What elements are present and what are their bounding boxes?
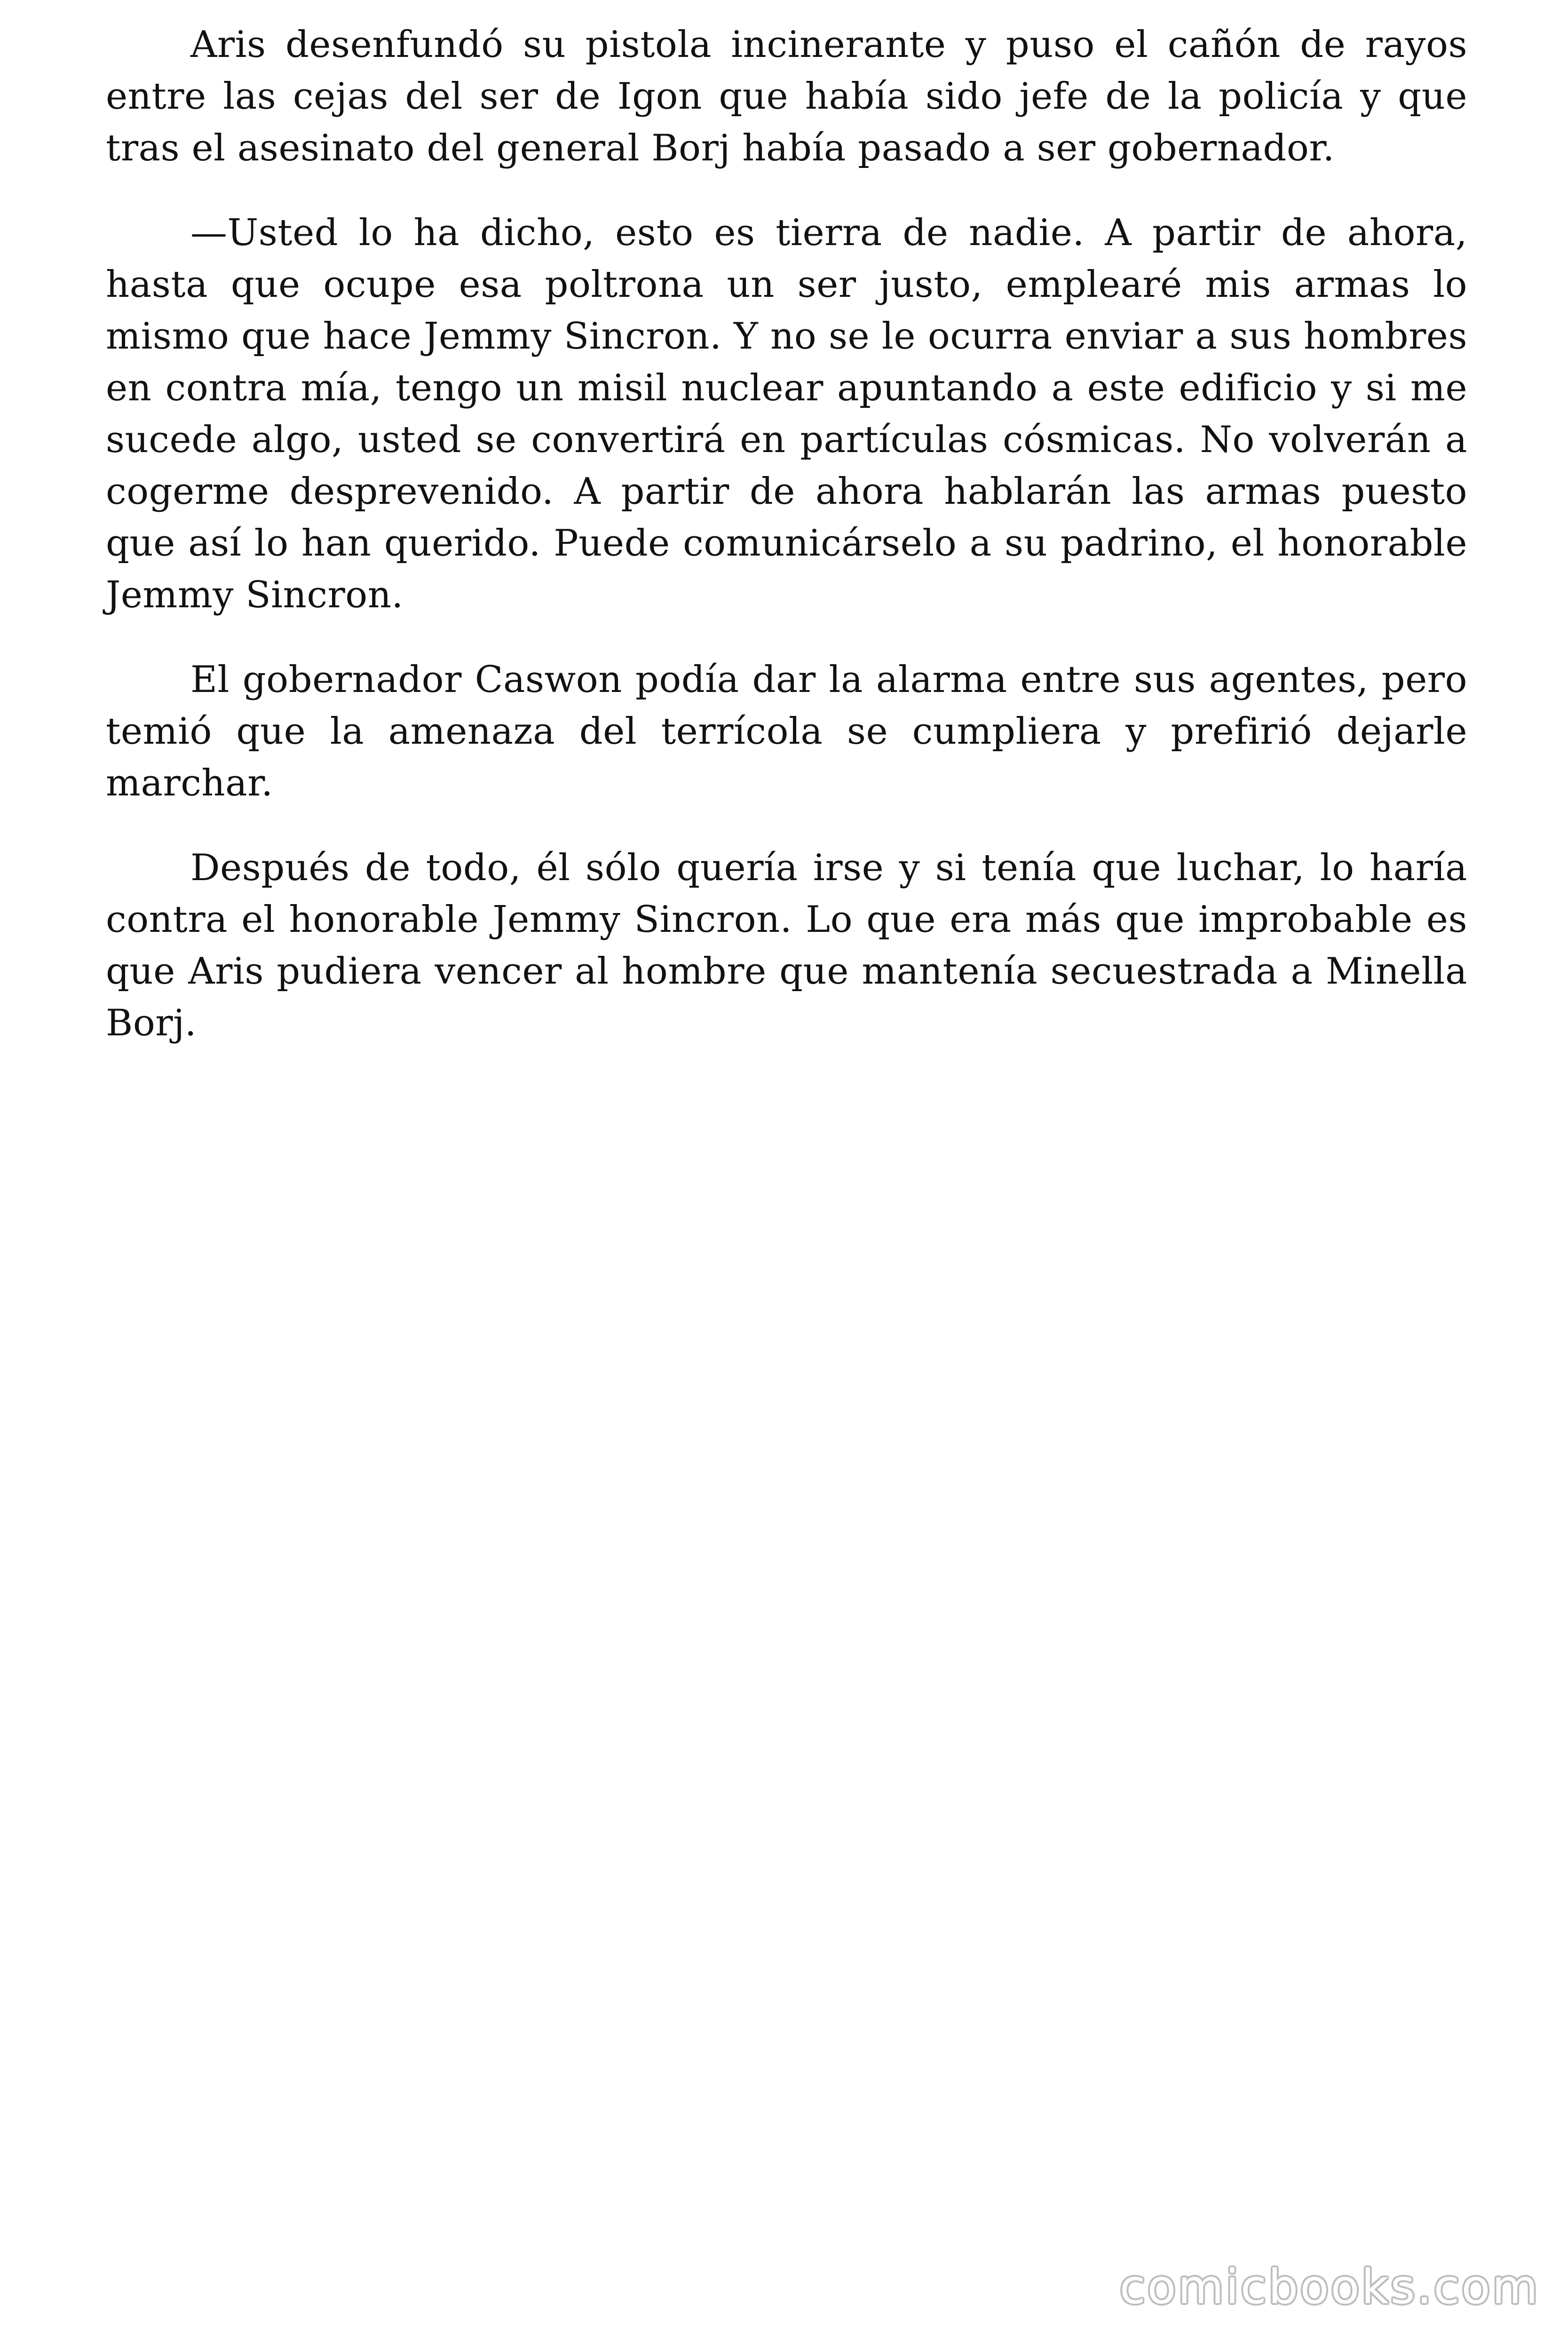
paragraph-1: Aris desenfundó su pistola incinerante y puso el cañón de rayos entre las cejas del ser de Igon que había sido jefe de la policía y que tras el asesinato del general Borj había pasado a ser gobernador. (106, 24, 1467, 169)
paragraph-2: —Usted lo ha dicho, esto es tierra de nadie. A partir de ahora, hasta que ocupe esa poltrona un ser justo, emplearé mis armas lo mismo que hace Jemmy Sincron. Y no se le ocurra enviar a sus hombres en contra mía, tengo un misil nuclear apuntando a este edificio y si me sucede algo, usted se convertirá en partículas cósmicas. No volverán a cogerme desprevenido. A partir de ahora hablarán las armas puesto que así lo han querido. Puede comunicárselo a su padrino, el honorable Jemmy Sincron. (106, 212, 1467, 616)
paragraph-4: Después de todo, él sólo quería irse y si tenía que luchar, lo haría contra el honorable Jemmy Sincron. Lo que era más que improbable es que Aris pudiera vencer al hombre que mantenía secuestrada a Minella Borj. (106, 847, 1467, 1044)
paragraph-3: El gobernador Caswon podía dar la alarma entre sus agentes, pero temió que la amenaza del terrícola se cumpliera y prefirió dejarle marchar. (106, 659, 1467, 804)
watermark: comicbooks.com (1119, 2259, 1540, 2314)
page-body (106, 19, 1467, 1082)
